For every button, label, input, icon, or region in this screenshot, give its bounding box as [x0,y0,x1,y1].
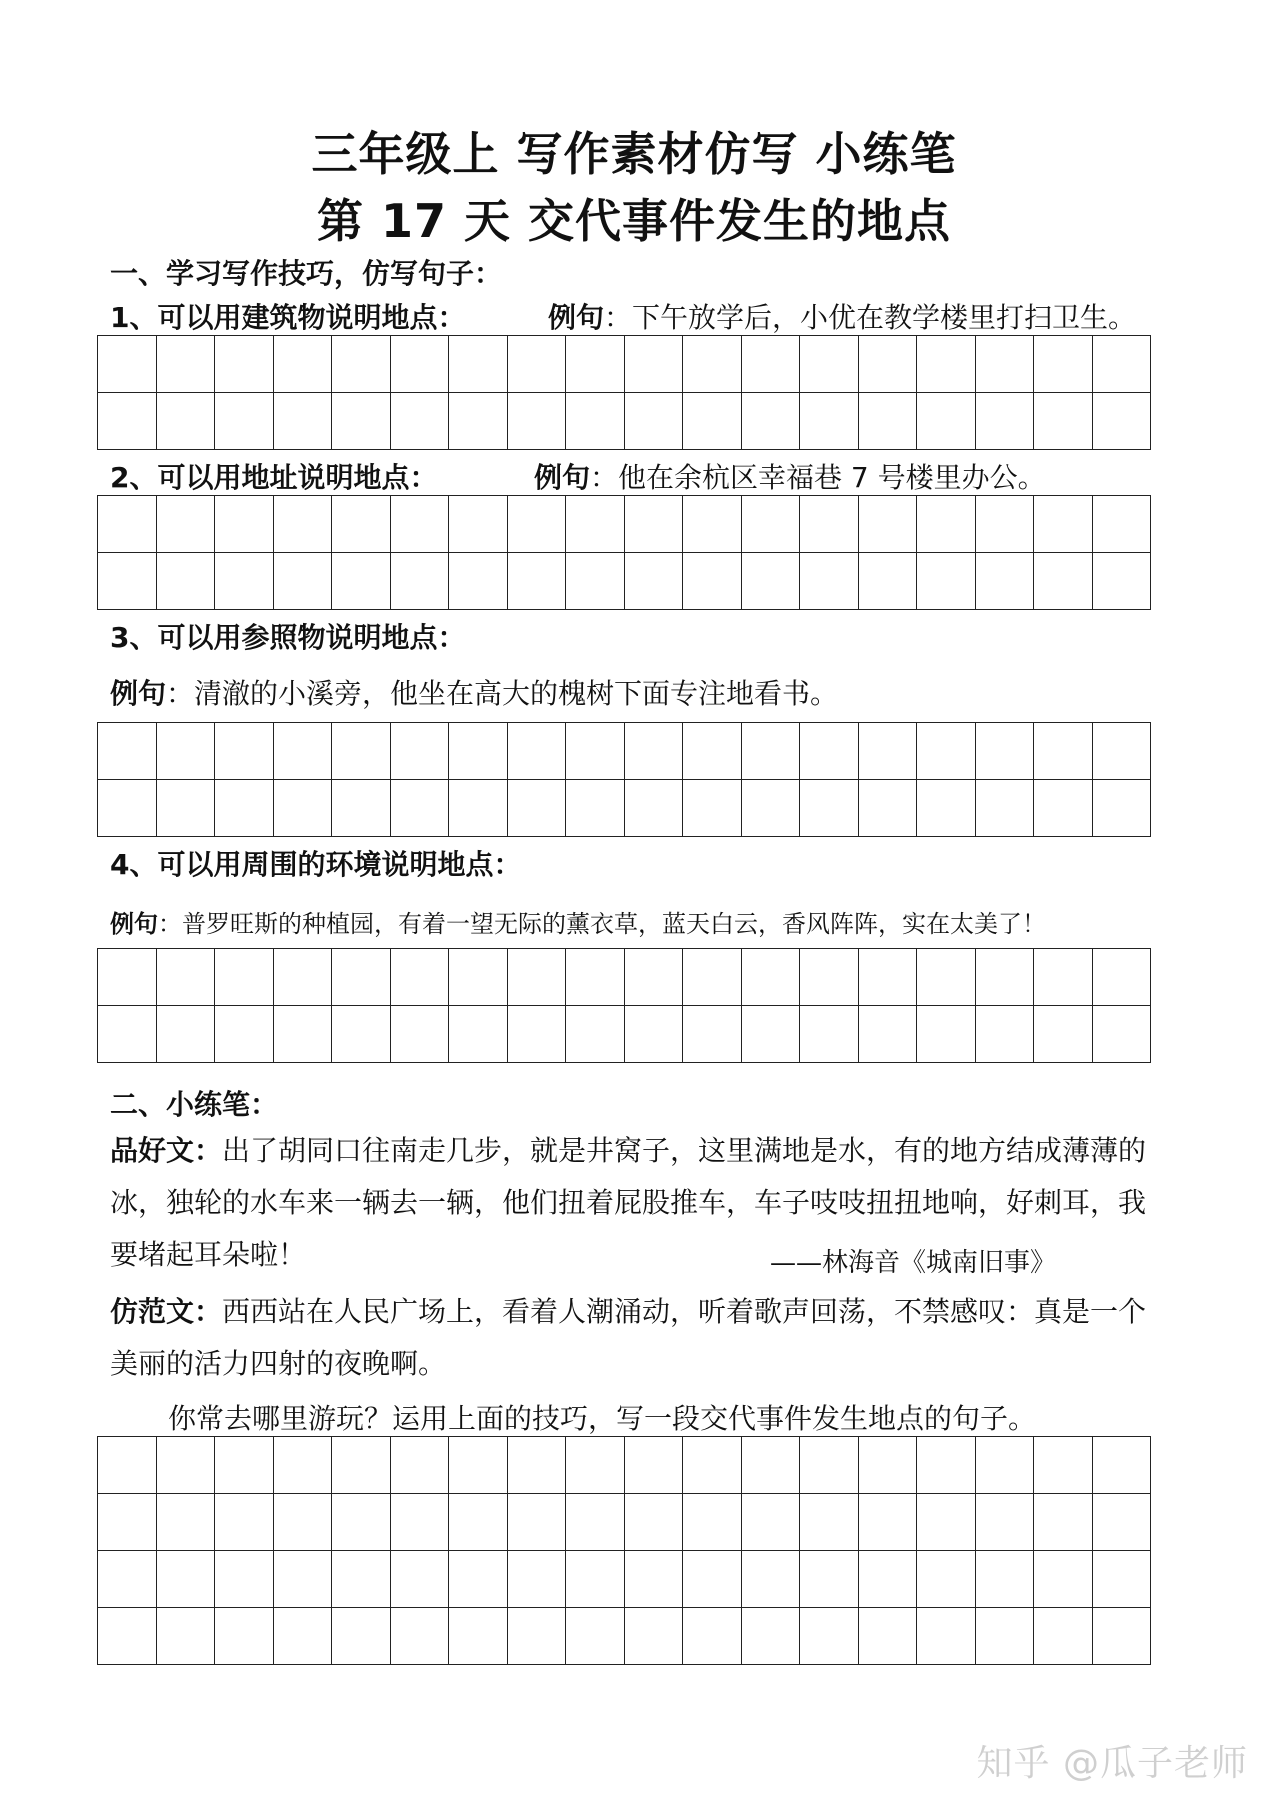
grid-cell[interactable] [566,949,625,1006]
grid-cell[interactable] [917,1551,976,1608]
grid-cell[interactable] [625,723,684,780]
grid-cell[interactable] [98,949,157,1006]
grid-cell[interactable] [917,1608,976,1665]
good-text-body: 出了胡同口往南走几步，就是井窝子，这里满地是水，有的地方结成薄薄的冰，独轮的水车来一辆去一辆，他们扭着屁股推车，车子吱吱扭扭地响，好刺耳，我要堵起耳朵啦！ [110,1134,1147,1271]
grid-cell[interactable] [976,393,1035,450]
grid-cell[interactable] [1034,723,1093,780]
item2-example-text: ：他在余杭区幸福巷 7 号楼里办公。 [590,461,1046,494]
watermark: 知乎 @瓜子老师 [976,1743,1248,1784]
grid-cell[interactable] [976,553,1035,610]
grid-cell[interactable] [449,553,508,610]
grid-cell[interactable] [332,553,391,610]
item2-example-label: 例句 [534,461,591,494]
grid-cell[interactable] [1034,1437,1093,1494]
grid-cell[interactable] [508,723,567,780]
grid-cell[interactable] [274,1494,333,1551]
item1-example-text: ：下午放学后，小优在教学楼里打扫卫生。 [604,301,1137,334]
item4-example [110,904,1046,939]
grid-cell[interactable] [391,1437,450,1494]
grid-cell[interactable] [215,1006,274,1063]
grid-cell[interactable] [508,1551,567,1608]
grid-cell[interactable] [683,336,742,393]
grid-cell[interactable] [1034,1608,1093,1665]
grid-cell[interactable] [742,1608,801,1665]
grid-cell[interactable] [332,1494,391,1551]
good-text-label: 品好文： [110,1134,223,1167]
grid-cell[interactable] [917,1494,976,1551]
citation: ——林海音《城南旧事》 [770,1248,1057,1278]
grid-cell[interactable] [976,496,1035,553]
grid-cell[interactable] [157,723,216,780]
worksheet-subtitle: 第 17 天 交代事件发生的地点 [316,194,952,248]
grid-cell[interactable] [215,1494,274,1551]
grid-cell[interactable] [742,1437,801,1494]
model-text-paragraph [110,1286,1170,1390]
grid-cell[interactable] [625,1437,684,1494]
grid-cell[interactable] [1093,496,1152,553]
grid-cell[interactable] [391,553,450,610]
grid-cell[interactable] [742,1551,801,1608]
grid-cell[interactable] [742,1494,801,1551]
grid-cell[interactable] [508,1608,567,1665]
grid-cell[interactable] [332,723,391,780]
grid-cell[interactable] [859,393,918,450]
grid-cell[interactable] [508,780,567,837]
grid-cell[interactable] [98,496,157,553]
grid-cell[interactable] [215,553,274,610]
grid-cell[interactable] [332,949,391,1006]
grid-cell[interactable] [274,780,333,837]
grid-cell[interactable] [859,949,918,1006]
item4-row [110,843,521,883]
grid-cell[interactable] [625,780,684,837]
grid-cell[interactable] [1093,780,1152,837]
item2-row [110,456,437,496]
grid-cell[interactable] [859,336,918,393]
item3-row [110,616,465,656]
grid-cell[interactable] [274,553,333,610]
grid-cell[interactable] [859,1551,918,1608]
item4-label: 4、可以用周围的环境说明地点： [110,848,522,881]
grid-cell[interactable] [859,1608,918,1665]
grid-cell[interactable] [508,393,567,450]
grid-cell[interactable] [157,1494,216,1551]
grid-cell[interactable] [215,496,274,553]
grid-cell[interactable] [683,393,742,450]
grid-cell[interactable] [976,1551,1035,1608]
grid-cell[interactable] [215,780,274,837]
part2-heading: 二、小练笔： [110,1088,279,1121]
grid-cell[interactable] [1034,949,1093,1006]
grid-cell[interactable] [917,553,976,610]
grid-cell[interactable] [157,553,216,610]
grid-cell[interactable] [98,1437,157,1494]
grid-cell[interactable] [976,336,1035,393]
grid-cell[interactable] [800,393,859,450]
grid-cell[interactable] [98,780,157,837]
grid-cell[interactable] [566,723,625,780]
part1-heading: 一、学习写作技巧，仿写句子： [110,257,503,290]
grid-cell[interactable] [391,1551,450,1608]
grid-cell[interactable] [566,1494,625,1551]
grid-cell[interactable] [449,949,508,1006]
grid-cell[interactable] [800,1006,859,1063]
grid-cell[interactable] [157,336,216,393]
grid-cell[interactable] [1034,780,1093,837]
item4-example-label: 例句 [110,910,158,938]
grid-cell[interactable] [98,1006,157,1063]
writing-grid-3 [97,722,1151,837]
grid-cell[interactable] [157,780,216,837]
grid-cell[interactable] [742,723,801,780]
grid-cell[interactable] [508,1437,567,1494]
grid-cell[interactable] [1034,496,1093,553]
grid-cell[interactable] [917,723,976,780]
grid-cell[interactable] [1093,723,1152,780]
grid-cell[interactable] [274,1437,333,1494]
writing-grid-2 [97,495,1151,610]
grid-cell[interactable] [742,1006,801,1063]
grid-cell[interactable] [800,949,859,1006]
grid-cell[interactable] [800,496,859,553]
grid-cell[interactable] [742,496,801,553]
grid-cell[interactable] [449,1437,508,1494]
grid-cell[interactable] [683,723,742,780]
grid-cell[interactable] [1093,1551,1152,1608]
grid-cell[interactable] [859,780,918,837]
grid-cell[interactable] [98,1608,157,1665]
grid-cell[interactable] [683,1551,742,1608]
model-text-body: 西西站在人民广场上，看着人潮涌动，听着歌声回荡，不禁感叹：真是一个美丽的活力四射的夜晚啊。 [110,1295,1147,1380]
grid-cell[interactable] [1034,553,1093,610]
writing-grid-5 [97,1436,1151,1665]
grid-cell[interactable] [800,723,859,780]
grid-cell[interactable] [859,496,918,553]
grid-cell[interactable] [917,1437,976,1494]
grid-cell[interactable] [332,1437,391,1494]
grid-cell[interactable] [976,1437,1035,1494]
grid-cell[interactable] [566,553,625,610]
grid-cell[interactable] [625,553,684,610]
grid-cell[interactable] [274,1608,333,1665]
grid-cell[interactable] [157,496,216,553]
grid-cell[interactable] [449,723,508,780]
grid-cell[interactable] [157,393,216,450]
grid-cell[interactable] [215,723,274,780]
writing-grid-1 [97,335,1151,450]
grid-cell[interactable] [1093,553,1152,610]
writing-grid-4 [97,948,1151,1063]
grid-cell[interactable] [215,1437,274,1494]
item1-example [548,296,1136,336]
grid-cell[interactable] [566,496,625,553]
grid-cell[interactable] [332,496,391,553]
grid-cell[interactable] [449,1494,508,1551]
grid-cell[interactable] [917,949,976,1006]
grid-cell[interactable] [391,780,450,837]
grid-cell[interactable] [215,336,274,393]
grid-cell[interactable] [566,1608,625,1665]
grid-cell[interactable] [917,496,976,553]
grid-cell[interactable] [391,1006,450,1063]
grid-cell[interactable] [566,393,625,450]
grid-cell[interactable] [976,1494,1035,1551]
grid-cell[interactable] [98,723,157,780]
grid-cell[interactable] [859,1437,918,1494]
grid-cell[interactable] [157,1608,216,1665]
grid-cell[interactable] [332,336,391,393]
grid-cell[interactable] [1093,949,1152,1006]
grid-cell[interactable] [1034,1006,1093,1063]
grid-cell[interactable] [625,1006,684,1063]
grid-cell[interactable] [1034,1494,1093,1551]
item1-label: 1、可以用建筑物说明地点： [110,301,466,334]
grid-cell[interactable] [625,1608,684,1665]
grid-cell[interactable] [800,1494,859,1551]
grid-cell[interactable] [449,393,508,450]
grid-cell[interactable] [274,336,333,393]
grid-cell[interactable] [976,949,1035,1006]
grid-cell[interactable] [1034,336,1093,393]
grid-cell[interactable] [976,723,1035,780]
item4-example-text: ：普罗旺斯的种植园，有着一望无际的薰衣草，蓝天白云，香风阵阵，实在太美了！ [158,910,1046,938]
grid-cell[interactable] [859,1494,918,1551]
grid-cell[interactable] [566,1437,625,1494]
grid-cell[interactable] [274,1551,333,1608]
model-text-label: 仿范文： [110,1295,223,1328]
grid-cell[interactable] [742,393,801,450]
grid-cell[interactable] [332,780,391,837]
grid-cell[interactable] [508,553,567,610]
grid-cell[interactable] [625,496,684,553]
grid-cell[interactable] [449,496,508,553]
grid-cell[interactable] [332,1551,391,1608]
grid-cell[interactable] [800,1437,859,1494]
grid-cell[interactable] [508,336,567,393]
item3-example-text: ：清澈的小溪旁，他坐在高大的槐树下面专注地看书。 [166,677,839,710]
grid-cell[interactable] [566,1006,625,1063]
grid-cell[interactable] [98,553,157,610]
grid-cell[interactable] [274,393,333,450]
grid-cell[interactable] [625,1551,684,1608]
grid-cell[interactable] [391,1608,450,1665]
grid-cell[interactable] [98,393,157,450]
item3-example-label: 例句 [110,677,167,710]
grid-cell[interactable] [742,780,801,837]
grid-cell[interactable] [98,1494,157,1551]
grid-cell[interactable] [391,393,450,450]
grid-cell[interactable] [1034,393,1093,450]
grid-cell[interactable] [332,1006,391,1063]
item1-row [110,296,465,336]
grid-cell[interactable] [683,1006,742,1063]
grid-cell[interactable] [274,723,333,780]
grid-cell[interactable] [683,780,742,837]
grid-cell[interactable] [976,1006,1035,1063]
grid-cell[interactable] [449,1006,508,1063]
grid-cell[interactable] [800,553,859,610]
grid-cell[interactable] [215,1551,274,1608]
grid-cell[interactable] [157,1437,216,1494]
grid-cell[interactable] [800,336,859,393]
grid-cell[interactable] [157,1551,216,1608]
grid-cell[interactable] [742,949,801,1006]
grid-cell[interactable] [215,393,274,450]
grid-cell[interactable] [274,949,333,1006]
worksheet-title: 三年级上 写作素材仿写 小练笔 [311,127,957,181]
item3-label: 3、可以用参照物说明地点： [110,621,466,654]
grid-cell[interactable] [215,1608,274,1665]
grid-cell[interactable] [859,723,918,780]
grid-cell[interactable] [859,553,918,610]
grid-cell[interactable] [1093,1006,1152,1063]
grid-cell[interactable] [391,949,450,1006]
grid-cell[interactable] [976,1608,1035,1665]
grid-cell[interactable] [800,1551,859,1608]
grid-cell[interactable] [625,949,684,1006]
grid-cell[interactable] [449,1608,508,1665]
grid-cell[interactable] [1093,393,1152,450]
grid-cell[interactable] [274,496,333,553]
grid-cell[interactable] [683,1437,742,1494]
grid-cell[interactable] [625,393,684,450]
grid-cell[interactable] [274,1006,333,1063]
grid-cell[interactable] [566,780,625,837]
grid-cell[interactable] [859,1006,918,1063]
grid-cell[interactable] [508,1494,567,1551]
grid-cell[interactable] [98,1551,157,1608]
grid-cell[interactable] [508,496,567,553]
grid-cell[interactable] [215,949,274,1006]
item2-example [534,456,1046,496]
grid-cell[interactable] [98,336,157,393]
practice-prompt: 你常去哪里游玩？运用上面的技巧，写一段交代事件发生地点的句子。 [168,1402,1037,1435]
grid-cell[interactable] [391,496,450,553]
grid-cell[interactable] [157,1006,216,1063]
grid-cell[interactable] [332,1608,391,1665]
grid-cell[interactable] [566,336,625,393]
grid-cell[interactable] [800,1608,859,1665]
grid-cell[interactable] [683,949,742,1006]
grid-cell[interactable] [917,393,976,450]
grid-cell[interactable] [391,1494,450,1551]
item3-example [110,672,838,712]
grid-cell[interactable] [625,1494,684,1551]
grid-cell[interactable] [508,1006,567,1063]
grid-cell[interactable] [742,336,801,393]
grid-cell[interactable] [391,336,450,393]
grid-cell[interactable] [625,336,684,393]
grid-cell[interactable] [742,553,801,610]
grid-cell[interactable] [508,949,567,1006]
grid-cell[interactable] [1034,1551,1093,1608]
grid-cell[interactable] [391,723,450,780]
grid-cell[interactable] [917,780,976,837]
grid-cell[interactable] [800,780,859,837]
grid-cell[interactable] [566,1551,625,1608]
grid-cell[interactable] [332,393,391,450]
grid-cell[interactable] [917,1006,976,1063]
grid-cell[interactable] [683,1494,742,1551]
grid-cell[interactable] [683,496,742,553]
grid-cell[interactable] [1093,1608,1152,1665]
grid-cell[interactable] [683,1608,742,1665]
grid-cell[interactable] [449,336,508,393]
item1-example-label: 例句 [548,301,605,334]
grid-cell[interactable] [976,780,1035,837]
grid-cell[interactable] [449,780,508,837]
item2-label: 2、可以用地址说明地点： [110,461,438,494]
grid-cell[interactable] [1093,1437,1152,1494]
grid-cell[interactable] [917,336,976,393]
grid-cell[interactable] [157,949,216,1006]
grid-cell[interactable] [1093,336,1152,393]
grid-cell[interactable] [1093,1494,1152,1551]
grid-cell[interactable] [449,1551,508,1608]
grid-cell[interactable] [683,553,742,610]
